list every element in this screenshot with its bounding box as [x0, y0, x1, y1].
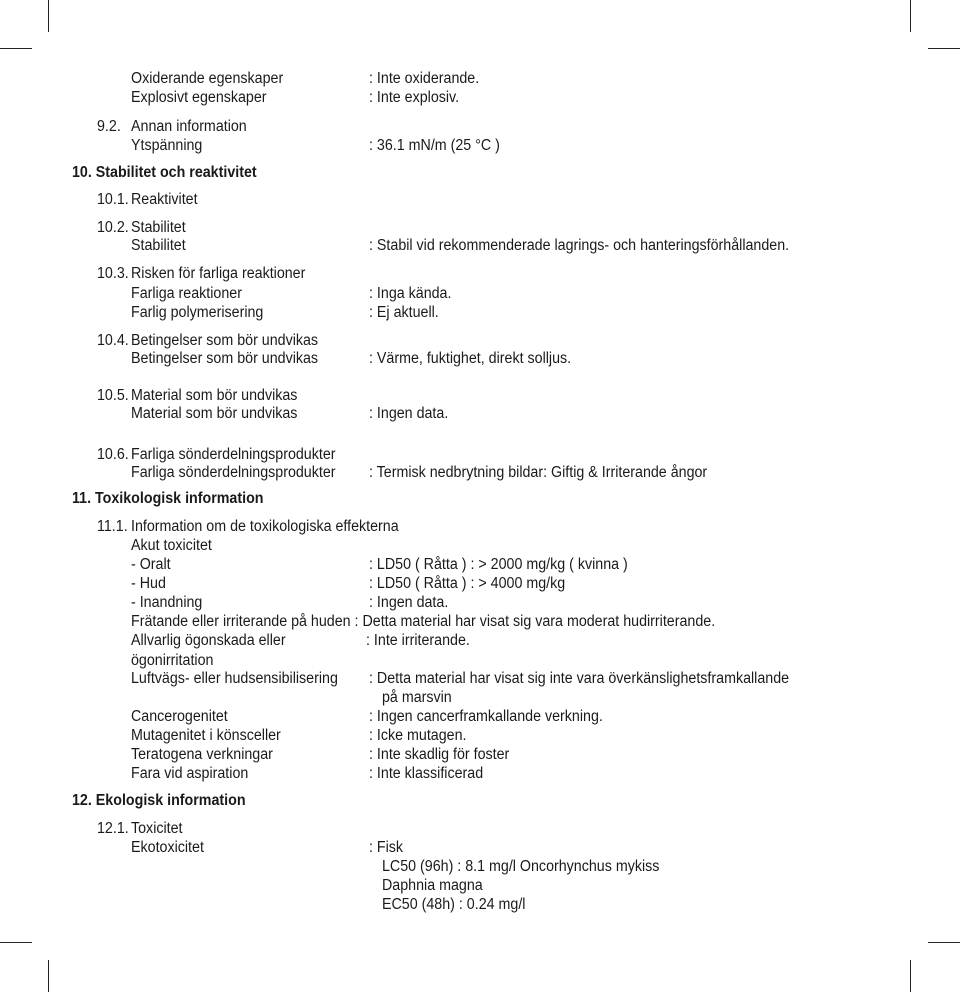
property-value: LC50 (96h) : 8.1 mg/l Oncorhynchus mykiss	[382, 858, 660, 875]
subsection-number: 10.2.	[97, 219, 129, 236]
property-value: : Inte irriterande.	[366, 632, 470, 649]
property-value: : Inte explosiv.	[369, 89, 460, 106]
property-label: Material som bör undvikas	[131, 405, 298, 422]
subsection-number: 10.5.	[97, 387, 129, 404]
property-value: : Ingen data.	[369, 405, 449, 422]
crop-mark	[48, 960, 49, 992]
property-label: Betingelser som bör undvikas	[131, 350, 319, 367]
property-value: : Termisk nedbrytning bildar: Giftig & Irriterande ångor	[369, 464, 708, 481]
subsection-title: Toxicitet	[131, 820, 183, 837]
subsection-title: Material som bör undvikas	[131, 387, 298, 404]
property-value: : Stabil vid rekommenderade lagrings- och hanteringsförhållanden.	[369, 237, 790, 254]
subsection-title: Farliga sönderdelningsprodukter	[131, 446, 336, 463]
property-label: - Hud	[131, 575, 166, 592]
property-value: Daphnia magna	[382, 877, 483, 894]
property-label: Oxiderande egenskaper	[131, 70, 284, 87]
subsection-number: 11.1.	[97, 518, 128, 535]
property-label: Fara vid aspiration	[131, 765, 249, 782]
property-value: EC50 (48h) : 0.24 mg/l	[382, 896, 526, 913]
property-value: : Icke mutagen.	[369, 727, 467, 744]
subsection-title: Risken för farliga reaktioner	[131, 265, 306, 282]
subsection-title: Annan information	[131, 118, 247, 135]
property-value: : Detta material har visat sig inte vara överkänslighetsframkallande	[369, 670, 790, 687]
crop-mark	[0, 942, 32, 943]
property-label: Allvarlig ögonskada eller	[131, 632, 286, 649]
property-label: Akut toxicitet	[131, 537, 212, 554]
crop-mark	[928, 942, 960, 943]
property-label: Mutagenitet i könsceller	[131, 727, 281, 744]
property-value: : LD50 ( Råtta ) : > 4000 mg/kg	[369, 575, 566, 592]
section-heading: 10. Stabilitet och reaktivitet	[72, 164, 257, 181]
property-value: på marsvin	[382, 689, 452, 706]
property-value: : Ej aktuell.	[369, 304, 439, 321]
property-label: Teratogena verkningar	[131, 746, 273, 763]
property-value: : Ingen cancerframkallande verkning.	[369, 708, 603, 725]
property-label: Farliga sönderdelningsprodukter	[131, 464, 336, 481]
subsection-number: 12.1.	[97, 820, 129, 837]
property-label: Farlig polymerisering	[131, 304, 264, 321]
property-label: Farliga reaktioner	[131, 285, 242, 302]
property-label: Cancerogenitet	[131, 708, 228, 725]
section-heading: 11. Toxikologisk information	[72, 490, 264, 507]
subsection-title: Betingelser som bör undvikas	[131, 332, 319, 349]
subsection-number: 10.3.	[97, 265, 129, 282]
subsection-title: Reaktivitet	[131, 191, 198, 208]
property-value: : Inga kända.	[369, 285, 452, 302]
property-label: Ekotoxicitet	[131, 839, 204, 856]
property-label: Explosivt egenskaper	[131, 89, 267, 106]
subsection-number: 10.1.	[97, 191, 129, 208]
property-value: : Inte skadlig för foster	[369, 746, 510, 763]
property-value: : LD50 ( Råtta ) : > 2000 mg/kg ( kvinna )	[369, 556, 628, 573]
property-label: Luftvägs- eller hudsensibilisering	[131, 670, 338, 687]
property-line: Frätande eller irriterande på huden : Detta material har visat sig vara moderat hudirriterande.	[131, 613, 716, 630]
property-label: Ytspänning	[131, 137, 203, 154]
section-heading: 12. Ekologisk information	[72, 792, 246, 809]
crop-mark	[928, 48, 960, 49]
subsection-title: Stabilitet	[131, 219, 186, 236]
property-value: : Fisk	[369, 839, 404, 856]
subsection-number: 10.6.	[97, 446, 129, 463]
property-label: ögonirritation	[131, 652, 214, 669]
subsection-title: Information om de toxikologiska effekterna	[131, 518, 399, 535]
property-value: : Ingen data.	[369, 594, 449, 611]
property-label: - Inandning	[131, 594, 203, 611]
crop-mark	[910, 960, 911, 992]
crop-mark	[910, 0, 911, 32]
subsection-number: 9.2.	[97, 118, 121, 135]
property-value: : Inte oxiderande.	[369, 70, 480, 87]
crop-mark	[48, 0, 49, 32]
property-label: - Oralt	[131, 556, 171, 573]
property-label: Stabilitet	[131, 237, 186, 254]
subsection-number: 10.4.	[97, 332, 129, 349]
property-value: : 36.1 mN/m (25 °C )	[369, 137, 500, 154]
property-value: : Värme, fuktighet, direkt solljus.	[369, 350, 572, 367]
crop-mark	[0, 48, 32, 49]
property-value: : Inte klassificerad	[369, 765, 484, 782]
